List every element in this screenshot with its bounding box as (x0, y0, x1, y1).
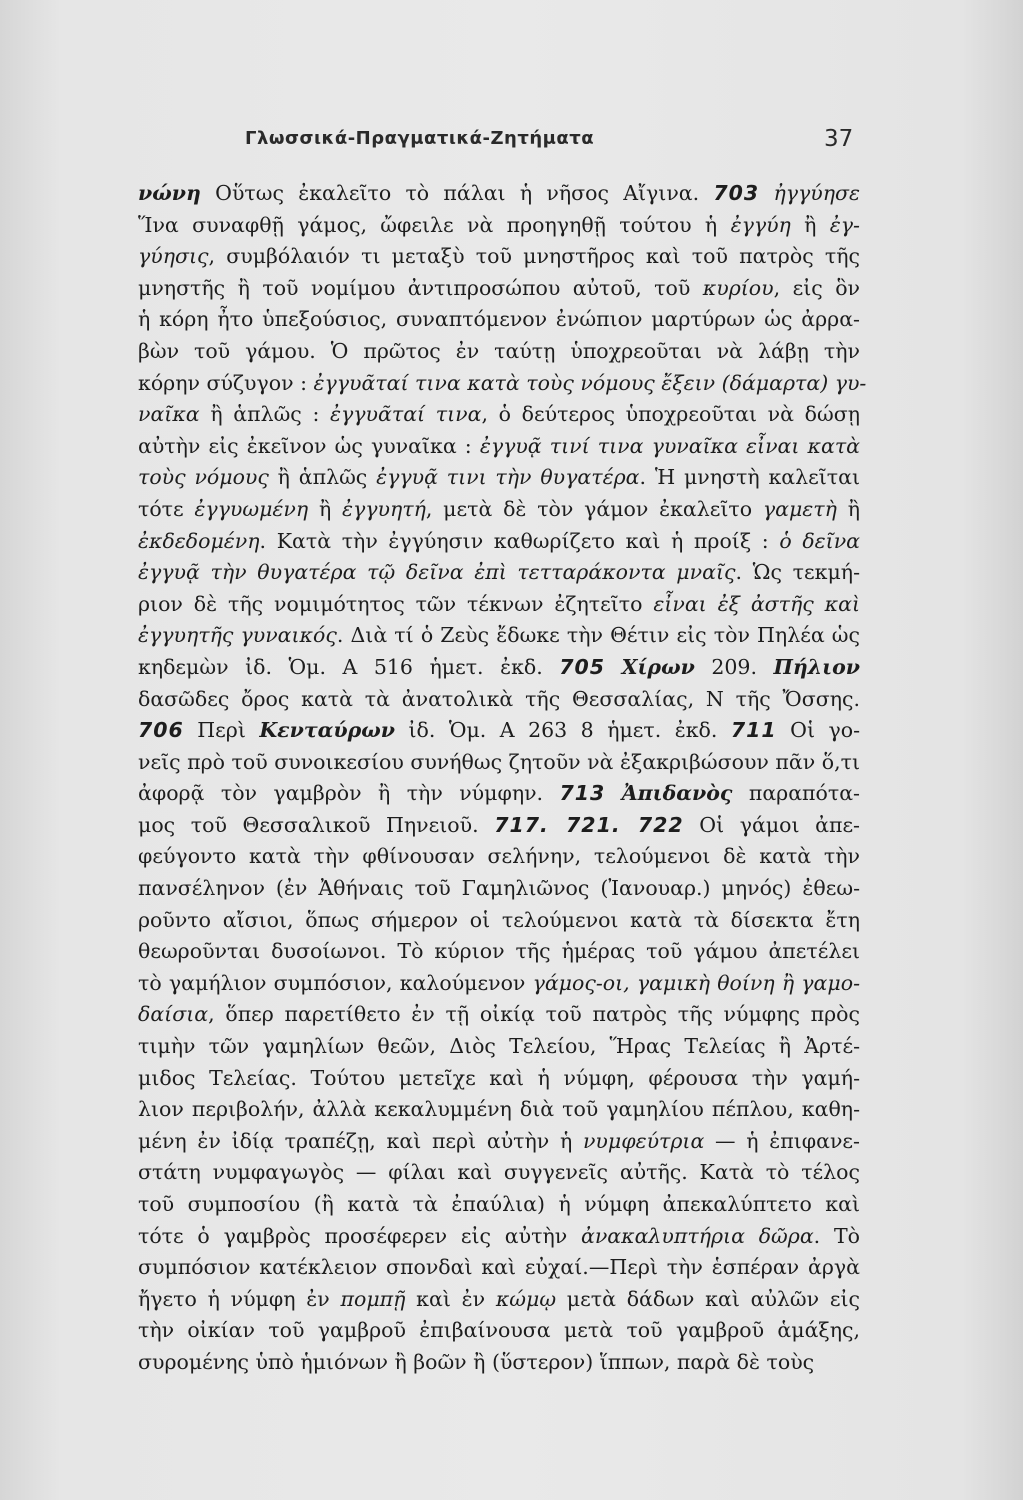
text-line (138, 1252, 860, 1284)
text-segment: παραπότα- (732, 781, 860, 806)
text-segment: κυρίου (702, 275, 774, 300)
text-segment: μετὰ δάδων καὶ αὐλῶν εἰς (556, 1286, 860, 1311)
text-segment: ναῖκα (138, 402, 200, 427)
text-segment: θεωροῦνται δυσοίωνοι. Τὸ κύριον τῆς ἡμέρας τοῦ γάμου ἀπετέλει (138, 939, 860, 964)
line-reference: 705 (559, 654, 606, 679)
text-segment: ἀφορᾷ τὸν γαμβρὸν ἢ τὴν νύμφην. (138, 781, 560, 806)
text-segment: Περὶ (183, 718, 260, 743)
text-segment: τὴν οἰκίαν τοῦ γαμβροῦ ἐπιβαίνουσα μετὰ τοῦ γαμβροῦ ἁμάξης, (138, 1318, 860, 1343)
text-segment: ροῦντο αἴσιοι, ὅπως σήμερον οἱ τελούμενοι κατὰ τὰ δίσεκτα ἔτη (138, 907, 860, 932)
text-segment: Κενταύρων (259, 718, 396, 743)
text-segment: δαίσια (138, 1002, 209, 1027)
line-reference: 713 (559, 781, 606, 806)
text-line (138, 557, 860, 589)
text-line (138, 462, 860, 494)
text-segment: , μετὰ δὲ τὸν γάμον ἐκαλεῖτο (425, 496, 763, 521)
line-reference: 711 (730, 718, 777, 743)
text-segment: . Τὸ (813, 1223, 860, 1248)
text-segment: . Διὰ τί ὁ Ζεὺς ἔδωκε τὴν Θέτιν εἰς τὸν Πηλέα ὡς (336, 623, 860, 648)
text-line (138, 1063, 860, 1095)
text-segment: τότε (138, 496, 195, 521)
text-segment: νυμφεύτρια (582, 1128, 705, 1153)
text-line (138, 273, 860, 305)
text-segment: κηδεμὼν ἰδ. Ὁμ. Α 516 ἡμετ. ἐκδ. (138, 654, 560, 679)
text-segment: ἢ ἁπλῶς (268, 465, 377, 490)
text-line (138, 1347, 860, 1379)
text-segment: στάτη νυμφαγωγὸς — φίλαι καὶ συγγενεῖς αὐτῆς. Κατὰ τὸ τέλος (138, 1160, 860, 1185)
text-segment: φεύγοντο κατὰ τὴν φθίνουσαν σελήνην, τελούμενοι δὲ κατὰ τὴν (138, 844, 860, 869)
text-segment: ἐγγυητῆς γυναικός (138, 623, 337, 648)
text-segment: ἰδ. Ὁμ. Α 263 8 ἡμετ. ἐκδ. (395, 718, 731, 743)
text-segment: τὸ γαμήλιον συμπόσιον, καλούμενον (138, 970, 533, 995)
text-line (138, 526, 860, 558)
text-line (138, 1221, 860, 1253)
text-segment: ἐγ- (829, 212, 860, 237)
text-line (138, 241, 860, 273)
text-segment: ἐγγυᾶταί τινα (330, 402, 482, 427)
text-line (138, 778, 860, 810)
text-line (138, 684, 860, 716)
text-segment: μος τοῦ Θεσσαλικοῦ Πηνειοῦ. (138, 812, 495, 837)
text-segment: μνηστῆς ἢ τοῦ νομίμου ἀντιπροσώπου αὐτοῦ, τοῦ (138, 275, 703, 300)
text-segment: ἢ (836, 496, 860, 521)
text-segment: 209. (694, 654, 774, 679)
text-segment: ἐγγυωμένη (194, 496, 309, 521)
text-segment: τότε ὁ γαμβρὸς προσέφερεν εἰς αὐτὴν (138, 1223, 581, 1248)
text-segment: , συμβόλαιόν τι μεταξὺ τοῦ μνηστῆρος καὶ τοῦ πατρὸς τῆς (208, 244, 860, 269)
text-segment: Οἱ γο- (776, 718, 860, 743)
text-line (138, 905, 860, 937)
text-line (138, 1284, 860, 1316)
text-segment: αὐτὴν εἰς ἐκεῖνον ὡς γυναῖκα : (138, 433, 480, 458)
text-segment: ἤγετο ἡ νύμφη ἐν (138, 1286, 341, 1311)
body-text (138, 178, 867, 1379)
text-segment: , ὁ δεύτερος ὑποχρεοῦται νὰ δώσῃ (481, 402, 860, 427)
text-line (138, 1157, 860, 1189)
text-segment: γάμος-οι, γαμικὴ θοίνη ἢ γαμο- (532, 970, 860, 995)
text-segment: ἐγγυητή (342, 496, 426, 521)
text-segment: συρομένης ὑπὸ ἡμιόνων ἢ βοῶν ἢ (ὕστερον) ἵππων, παρὰ δὲ τοὺς (138, 1349, 815, 1374)
text-line (138, 841, 860, 873)
text-segment: . Κατὰ τὴν ἐγγύησιν καθωρίζετο καὶ ἡ προίξ : (259, 528, 780, 553)
text-line (138, 652, 860, 684)
text-segment: μιδος Τελείας. Τούτου μετεῖχε καὶ ἡ νύμφη, φέρουσα τὴν γαμή- (138, 1065, 860, 1090)
text-segment: ἀνακαλυπτήρια δῶρα (581, 1223, 814, 1248)
text-line (138, 715, 860, 747)
text-line (138, 999, 860, 1031)
text-segment: δασῶδες ὄρος κατὰ τὰ ἀνατολικὰ τῆς Θεσσαλίας, Ν τῆς Ὄσσης. (138, 686, 860, 711)
text-segment: Πήλιον (773, 654, 860, 679)
text-segment: κώμῳ (495, 1286, 557, 1311)
text-segment: πανσέληνον (ἐν Ἀθήναις τοῦ Γαμηλιῶνος (Ἰανουαρ.) μηνός) ἐθεω- (138, 876, 860, 901)
line-reference: 703 (713, 181, 760, 205)
text-line (138, 210, 860, 242)
text-segment: νώνη (138, 181, 201, 205)
text-segment: ἐγγυᾷ τινί τινα γυναῖκα εἶναι κατὰ (479, 433, 861, 458)
text-segment: ἐγγυᾶταί τινα κατὰ τοὺς νόμους ἔξειν (δάμαρτα) γυ- (313, 370, 867, 395)
text-segment: . Ἡ μνηστὴ καλεῖται (639, 465, 861, 490)
text-segment: καὶ ἐν (405, 1286, 496, 1311)
text-line (138, 304, 860, 336)
text-segment: βὼν τοῦ γάμου. Ὁ πρῶτος ἐν ταύτῃ ὑποχρεοῦται νὰ λάβῃ τὴν (138, 338, 860, 363)
text-line (138, 368, 867, 400)
running-head: Γλωσσικά-Πραγματικά-Ζητήματα (245, 128, 595, 149)
text-segment: συμπόσιον κατέκλειον σπονδαὶ καὶ εὐχαί.—Περὶ τὴν ἑσπέραν ἀργὰ (138, 1255, 860, 1280)
text-segment: ριον δὲ τῆς νομιμότητος τῶν τέκνων ἐζητεῖτο (138, 591, 654, 616)
text-line (138, 1094, 860, 1126)
text-segment: ἐγγυᾷ τὴν θυγατέρα τῷ δεῖνα ἐπὶ τετταράκοντα μναῖς (138, 560, 736, 585)
text-segment: — ἡ ἐπιφανε- (704, 1128, 860, 1153)
text-segment: Οὕτως ἐκαλεῖτο τὸ πάλαι ἡ νῆσος Αἴγινα. (200, 181, 714, 205)
text-line (138, 968, 860, 1000)
text-segment: μένη ἐν ἰδίᾳ τραπέζῃ, καὶ περὶ αὐτὴν ἡ (138, 1128, 583, 1153)
text-line (138, 936, 860, 968)
text-segment: λιον περιβολήν, ἀλλὰ κεκαλυμμένη διὰ τοῦ γαμηλίου πέπλου, καθη- (138, 1097, 860, 1122)
text-segment: , ὅπερ παρετίθετο ἐν τῇ οἰκίᾳ τοῦ πατρὸς τῆς νύμφης πρὸς (208, 1002, 860, 1027)
text-line (138, 399, 860, 431)
text-segment: ἡ κόρη ἦτο ὑπεξούσιος, συναπτόμενον ἐνώπιον μαρτύρων ὡς ἀρρα- (138, 307, 860, 332)
text-line (138, 589, 860, 621)
text-segment: τοῦ συμποσίου (ἢ κατὰ τὰ ἐπαύλια) ἡ νύμφη ἀπεκαλύπτετο καὶ (138, 1192, 860, 1216)
text-segment: ὁ δεῖνα (779, 528, 860, 553)
line-reference: 717. 721. 722 (494, 812, 684, 837)
text-segment (605, 655, 622, 679)
text-segment: τιμὴν τῶν γαμηλίων θεῶν, Διὸς Τελείου, Ἥρας Τελείας ἢ Ἀρτέ- (138, 1034, 860, 1059)
text-segment: ἢ (790, 212, 830, 237)
text-segment: ἐγγύη (730, 212, 791, 237)
line-reference: 706 (138, 718, 184, 743)
text-line (138, 810, 860, 842)
text-segment: . Ὡς τεκμή- (735, 560, 860, 585)
text-segment: γαμετὴ (762, 496, 837, 521)
text-segment: νεῖς πρὸ τοῦ συνοικεσίου συνήθως ζητοῦν νὰ ἐξακριβώσουν πᾶν ὅ,τι (138, 749, 860, 774)
text-line (138, 494, 860, 526)
text-line (138, 1126, 860, 1158)
text-segment: πομπῇ (340, 1286, 406, 1311)
text-segment: ἐγγυᾷ τινι τὴν θυγατέρα (376, 465, 640, 490)
text-segment: ἠγγύησε (759, 181, 860, 205)
text-segment: Ἀπιδανὸς (621, 781, 733, 806)
text-line (138, 431, 860, 463)
text-segment: τοὺς νόμους (138, 465, 269, 490)
text-segment: Χίρων (621, 654, 695, 679)
text-line (138, 1189, 860, 1221)
text-line (138, 178, 860, 210)
text-line (138, 873, 860, 905)
text-line (138, 747, 860, 779)
text-segment: Οἱ γάμοι ἀπε- (683, 812, 860, 837)
page-number: 37 (824, 126, 854, 152)
text-line (138, 336, 860, 368)
text-segment: ἐκδεδομένη (138, 528, 260, 553)
text-segment: εἶναι ἐξ ἀστῆς καὶ (653, 591, 860, 616)
text-segment: Ἵνα συναφθῇ γάμος, ὤφειλε νὰ προηγηθῇ τούτου ἡ (138, 212, 731, 237)
text-segment: ἢ (308, 496, 343, 521)
text-line (138, 1031, 860, 1063)
text-line (138, 620, 860, 652)
text-segment: κόρην σύζυγον : (138, 370, 314, 395)
text-segment: , εἰς ὃν (773, 275, 860, 300)
text-segment: γύησις (138, 244, 209, 269)
page-header (0, 122, 1023, 162)
text-line (138, 1315, 860, 1347)
text-segment: ἢ ἁπλῶς : (199, 402, 331, 427)
text-segment (605, 781, 621, 805)
